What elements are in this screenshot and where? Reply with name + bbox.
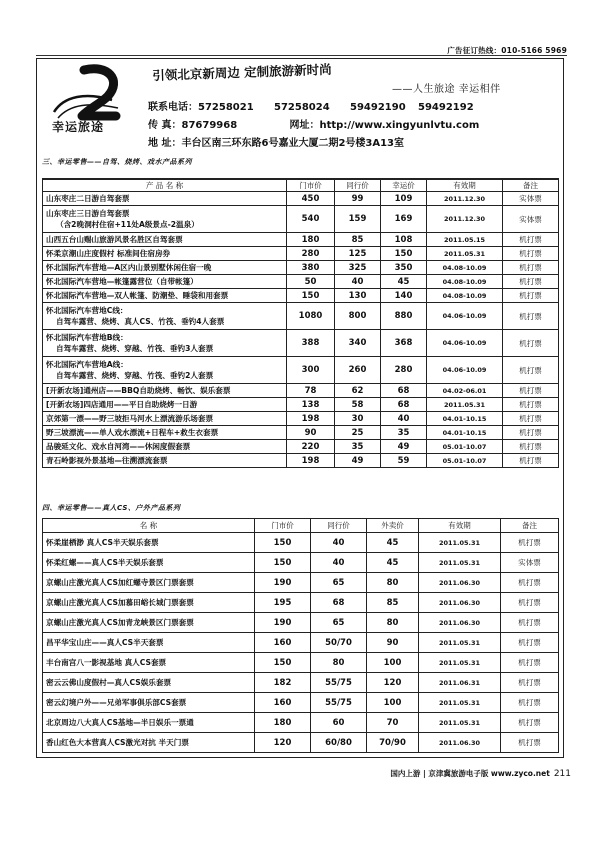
product-name-line: 京螺山庄激光真人CS加慕田峪长城门票套票 [46,598,194,607]
table-row [43,247,559,261]
sale-price: 100 [367,693,419,713]
product-table-selfdrive [42,178,559,468]
ticket-type: 机打票 [501,733,559,753]
retail-price: 450 [287,192,335,206]
table-row [43,533,559,553]
sale-price: 68 [381,384,427,398]
table-row [43,384,559,398]
product-name-line: 自驾车露营、烧烤、真人CS、竹筏、垂钓4人套票 [56,317,225,326]
web-url[interactable]: http://www.xingyunlvtu.com [319,120,480,131]
table-row [43,357,559,384]
sale-price: 880 [381,303,427,330]
retail-price: 180 [255,713,311,733]
retail-price: 160 [255,693,311,713]
trade-price: 30 [335,412,381,426]
valid-period: 04.08-10.09 [427,289,503,303]
sale-price: 140 [381,289,427,303]
retail-price: 50 [287,275,335,289]
table-header-row [43,519,559,533]
valid-period: 04.06-10.09 [427,303,503,330]
valid-period: 2011.05.15 [427,233,503,247]
product-name-line: 山东枣庄三日游自驾套票 [46,209,130,218]
valid-period: 2011.06.30 [419,593,501,613]
retail-price: 180 [287,233,335,247]
footer-text: 国内上游 | 京津冀旅游电子版 www.zyco.net [390,769,550,778]
ticket-type: 机打票 [503,454,559,468]
sale-price: 45 [367,533,419,553]
valid-period: 2011.05.31 [427,247,503,261]
valid-period: 2011.05.31 [419,693,501,713]
product-name [43,384,287,398]
valid-period: 2011.06.30 [419,613,501,633]
column-header: 门市价 [287,179,335,192]
product-name [43,398,287,412]
retail-price: 90 [287,426,335,440]
fax-label: 传 真： [148,120,182,131]
slogan-sub: ——人生旅途 幸运相伴 [392,84,501,95]
retail-price: 388 [287,330,335,357]
product-name [43,247,287,261]
trade-price: 125 [335,247,381,261]
ticket-type: 机打票 [503,384,559,398]
product-name [43,593,255,613]
trade-price: 85 [335,233,381,247]
trade-price: 49 [335,454,381,468]
table-row [43,440,559,454]
table-row [43,330,559,357]
valid-period: 2011.12.30 [427,192,503,206]
product-name-line: 北京周边八大真人CS基地—半日娱乐一票通 [46,718,194,727]
ticket-type: 机打票 [501,533,559,553]
table-row [43,454,559,468]
sale-price: 80 [367,573,419,593]
product-name-line: 怀北国际汽车营地—双人帐篷、防潮垫、睡袋和用套票 [46,291,229,300]
web-label: 网址： [289,120,320,131]
trade-price: 60/80 [311,733,367,753]
sale-price: 45 [381,275,427,289]
ticket-type: 实体票 [503,192,559,206]
valid-period: 04.01-10.15 [427,412,503,426]
address-text: 丰台区南三环东路6号嘉业大厦二期2号楼3A13室 [181,138,405,149]
sale-price: 49 [381,440,427,454]
valid-period: 2011.05.31 [427,398,503,412]
product-name [43,613,255,633]
trade-price: 35 [335,440,381,454]
table-row [43,613,559,633]
trade-price: 99 [335,192,381,206]
retail-price: 198 [287,412,335,426]
sale-price: 85 [367,593,419,613]
valid-period: 2011.05.31 [419,713,501,733]
trade-price: 62 [335,384,381,398]
ticket-type: 机打票 [501,693,559,713]
address-label: 地 址： [148,138,182,149]
sale-price: 150 [381,247,427,261]
ticket-type: 实体票 [501,553,559,573]
product-name [43,303,287,330]
product-name [43,454,287,468]
trade-price: 340 [335,330,381,357]
table-row [43,303,559,330]
trade-price: 40 [311,533,367,553]
ticket-type: 机打票 [501,593,559,613]
trade-price: 80 [311,653,367,673]
trade-price: 800 [335,303,381,330]
product-name [43,357,287,384]
phone-number: 57258024 [274,102,330,113]
ticket-type: 机打票 [501,633,559,653]
table-row [43,233,559,247]
sale-price: 45 [367,553,419,573]
trade-price: 50/70 [311,633,367,653]
table-row [43,713,559,733]
retail-price: 380 [287,261,335,275]
retail-price: 220 [287,440,335,454]
trade-price: 159 [335,206,381,233]
product-name-line: 野三坡漂流——单人戏水漂流+日程车+救生衣套票 [46,428,219,437]
product-name [43,275,287,289]
sale-price: 59 [381,454,427,468]
valid-period: 2011.05.31 [419,533,501,553]
product-name-line: 京螺山庄激光真人CS加青龙峡景区门票套票 [46,618,194,627]
trade-price: 65 [311,573,367,593]
valid-period: 04.01-10.15 [427,426,503,440]
product-name [43,673,255,693]
column-header: 同行价 [311,519,367,533]
retail-price: 138 [287,398,335,412]
product-name [43,633,255,653]
product-name-line: 怀北国际汽车营地A线： [46,360,128,369]
retail-price: 198 [287,454,335,468]
retail-price: 190 [255,573,311,593]
table-row [43,275,559,289]
trade-price: 55/75 [311,673,367,693]
ticket-type: 机打票 [503,398,559,412]
table-row [43,653,559,673]
table-row [43,426,559,440]
ticket-type: 机打票 [503,233,559,247]
table-row [43,192,559,206]
retail-price: 120 [255,733,311,753]
product-name-line: 怀柔红螺——真人CS半天娱乐套票 [46,558,164,567]
page-number: 211 [553,769,571,779]
table-row [43,633,559,653]
valid-period: 04.08-10.09 [427,275,503,289]
column-header: 门市价 [255,519,311,533]
retail-price: 150 [287,289,335,303]
ticket-type: 机打票 [503,275,559,289]
column-header: 同行价 [335,179,381,192]
retail-price: 280 [287,247,335,261]
valid-period: 04.06-10.09 [427,330,503,357]
product-name [43,553,255,573]
sale-price: 169 [381,206,427,233]
product-name [43,206,287,233]
column-header: 名 称 [43,519,255,533]
ticket-type: 机打票 [501,613,559,633]
table-row [43,673,559,693]
product-name [43,412,287,426]
ticket-type: 机打票 [503,440,559,454]
product-name [43,440,287,454]
sale-price: 108 [381,233,427,247]
retail-price: 1080 [287,303,335,330]
section-title-4: 四、幸运零售——真人CS、户外产品系列 [42,504,181,512]
product-name [43,653,255,673]
product-name [43,289,287,303]
product-name-line: 怀北国际汽车营地B线： [46,333,128,342]
product-name [43,261,287,275]
sale-price: 100 [367,653,419,673]
ticket-type: 机打票 [501,573,559,593]
product-name-line: 怀北国际汽车营地—帐篷露营位（自带帐篷） [46,277,198,286]
sale-price: 35 [381,426,427,440]
product-name-line: （含2晚洞村住宿+11处A级景点-2温泉） [56,220,199,229]
product-name [43,192,287,206]
sale-price: 80 [367,613,419,633]
sale-price: 280 [381,357,427,384]
trade-price: 260 [335,357,381,384]
slogan: 引领北京新周边 定制旅游新时尚 [152,61,332,83]
phone-label: 联系电话： [148,102,198,113]
product-name [43,573,255,593]
valid-period: 2011.12.30 [427,206,503,233]
valid-period: 05.01-10.07 [427,454,503,468]
product-name-line: 昌平华宝山庄——真人CS半天套票 [46,638,164,647]
valid-period: 2011.05.31 [419,553,501,573]
valid-period: 2011.06.31 [419,673,501,693]
trade-price: 325 [335,261,381,275]
phone-number: 59492190 [350,102,406,113]
product-name-line: 怀柔京潮山庄度假村 标准间住宿房券 [46,249,171,258]
product-name-line: 密云云佛山度假村—真人CS娱乐套票 [46,678,172,687]
trade-price: 130 [335,289,381,303]
table-row [43,398,559,412]
valid-period: 04.06-10.09 [427,357,503,384]
retail-price: 150 [255,553,311,573]
ad-hotline: 广告征订热线：010-5166 5969 [447,46,567,55]
column-header: 有效期 [419,519,501,533]
retail-price: 540 [287,206,335,233]
product-name-line: 密云幻境户外——兄弟军事俱乐部CS套票 [46,698,187,707]
sale-price: 68 [381,398,427,412]
header-rule [36,55,567,56]
product-name [43,713,255,733]
retail-price: 182 [255,673,311,693]
product-name [43,533,255,553]
product-name-line: 山西五台山赐山旅游风景名胜区自驾套票 [46,235,183,244]
sale-price: 350 [381,261,427,275]
column-header: 有效期 [427,179,503,192]
trade-price: 68 [311,593,367,613]
phone-number: 57258021 [198,102,254,113]
trade-price: 55/75 [311,693,367,713]
table-row [43,593,559,613]
sale-price: 368 [381,330,427,357]
contact-phone [148,98,474,113]
product-name-line: 京螺山庄激光真人CS加红螺寺景区门票套票 [46,578,194,587]
product-name-line: 怀北国际汽车营地—A区内山景别墅休闲住宿一晚 [46,263,212,272]
table-row [43,733,559,753]
retail-price: 300 [287,357,335,384]
retail-price: 150 [255,653,311,673]
column-header: 幸运价 [381,179,427,192]
valid-period: 2011.05.31 [419,633,501,653]
ticket-type: 机打票 [503,303,559,330]
retail-price: 150 [255,533,311,553]
ticket-type: 机打票 [503,247,559,261]
ticket-type: 机打票 [503,330,559,357]
table-row [43,693,559,713]
product-name-line: 丰台南宫八一影视基地 真人CS套票 [46,658,167,667]
product-name [43,330,287,357]
product-name-line: 怀柔崖栖渺 真人CS半天娱乐套票 [46,538,159,547]
product-name-line: 青石岭影视外景基地—往溯漂流套票 [46,456,168,465]
product-table-cs [42,518,559,753]
valid-period: 2011.06.30 [419,733,501,753]
valid-period: 04.08-10.09 [427,261,503,275]
table-row [43,261,559,275]
ticket-type: 机打票 [501,653,559,673]
sale-price: 40 [381,412,427,426]
product-name-line: [开新农场]通州店——BBQ自助烧烤、畅饮、娱乐套票 [46,386,231,395]
product-name [43,233,287,247]
table-row [43,412,559,426]
product-name-line: 山东枣庄二日游自驾套票 [46,194,130,203]
sale-price: 70 [367,713,419,733]
table-header-row [43,179,559,192]
product-name-line: 香山红色大本营真人CS激光对抗 半天门票 [46,738,189,747]
sale-price: 70/90 [367,733,419,753]
valid-period: 05.01-10.07 [427,440,503,454]
column-header: 产 品 名 称 [43,179,287,192]
ticket-type: 机打票 [501,673,559,693]
valid-period: 2011.05.31 [419,653,501,673]
ticket-type: 机打票 [501,713,559,733]
ticket-type: 机打票 [503,412,559,426]
phone-number: 59492192 [418,102,474,113]
table-row [43,206,559,233]
trade-price: 58 [335,398,381,412]
product-name [43,426,287,440]
trade-price: 65 [311,613,367,633]
retail-price: 160 [255,633,311,653]
ticket-type: 机打票 [503,426,559,440]
logo-text: 幸运旅途 [52,120,105,134]
trade-price: 25 [335,426,381,440]
retail-price: 195 [255,593,311,613]
sale-price: 90 [367,633,419,653]
valid-period: 2011.06.30 [419,573,501,593]
page-footer [390,768,571,779]
column-header: 备注 [503,179,559,192]
ticket-type: 机打票 [503,357,559,384]
ticket-type: 实体票 [503,206,559,233]
column-header: 备注 [501,519,559,533]
product-name-line: 京郊第一漂——野三坡拒马河水上漂流游乐场套票 [46,414,214,423]
contact-fax [148,116,479,131]
product-name-line: 自驾车露营、烧烤、穿越、竹筏、垂钓2人套票 [56,371,214,380]
section-title-3: 三、幸运零售——自驾、烧烤、戏水产品系列 [42,158,192,166]
trade-price: 40 [335,275,381,289]
retail-price: 190 [255,613,311,633]
table-row [43,553,559,573]
product-name-line: 怀北国际汽车营地C线： [46,306,128,315]
product-name [43,693,255,713]
product-name-line: 品骏延文化、戏水自河湾——休闲度假套票 [46,442,191,451]
sale-price: 120 [367,673,419,693]
ticket-type: 机打票 [503,261,559,275]
product-name-line: [开新农场]四店通用——平日自助烧烤一日游 [46,400,198,409]
sale-price: 109 [381,192,427,206]
product-name-line: 自驾车露营、烧烤、穿越、竹筏、垂钓3人套票 [56,344,214,353]
retail-price: 78 [287,384,335,398]
column-header: 外卖价 [367,519,419,533]
valid-period: 04.02-06.01 [427,384,503,398]
table-row [43,573,559,593]
trade-price: 60 [311,713,367,733]
contact-address [148,134,404,149]
product-name [43,733,255,753]
table-row [43,289,559,303]
trade-price: 40 [311,553,367,573]
fax-number: 87679968 [181,120,238,131]
ticket-type: 机打票 [503,289,559,303]
